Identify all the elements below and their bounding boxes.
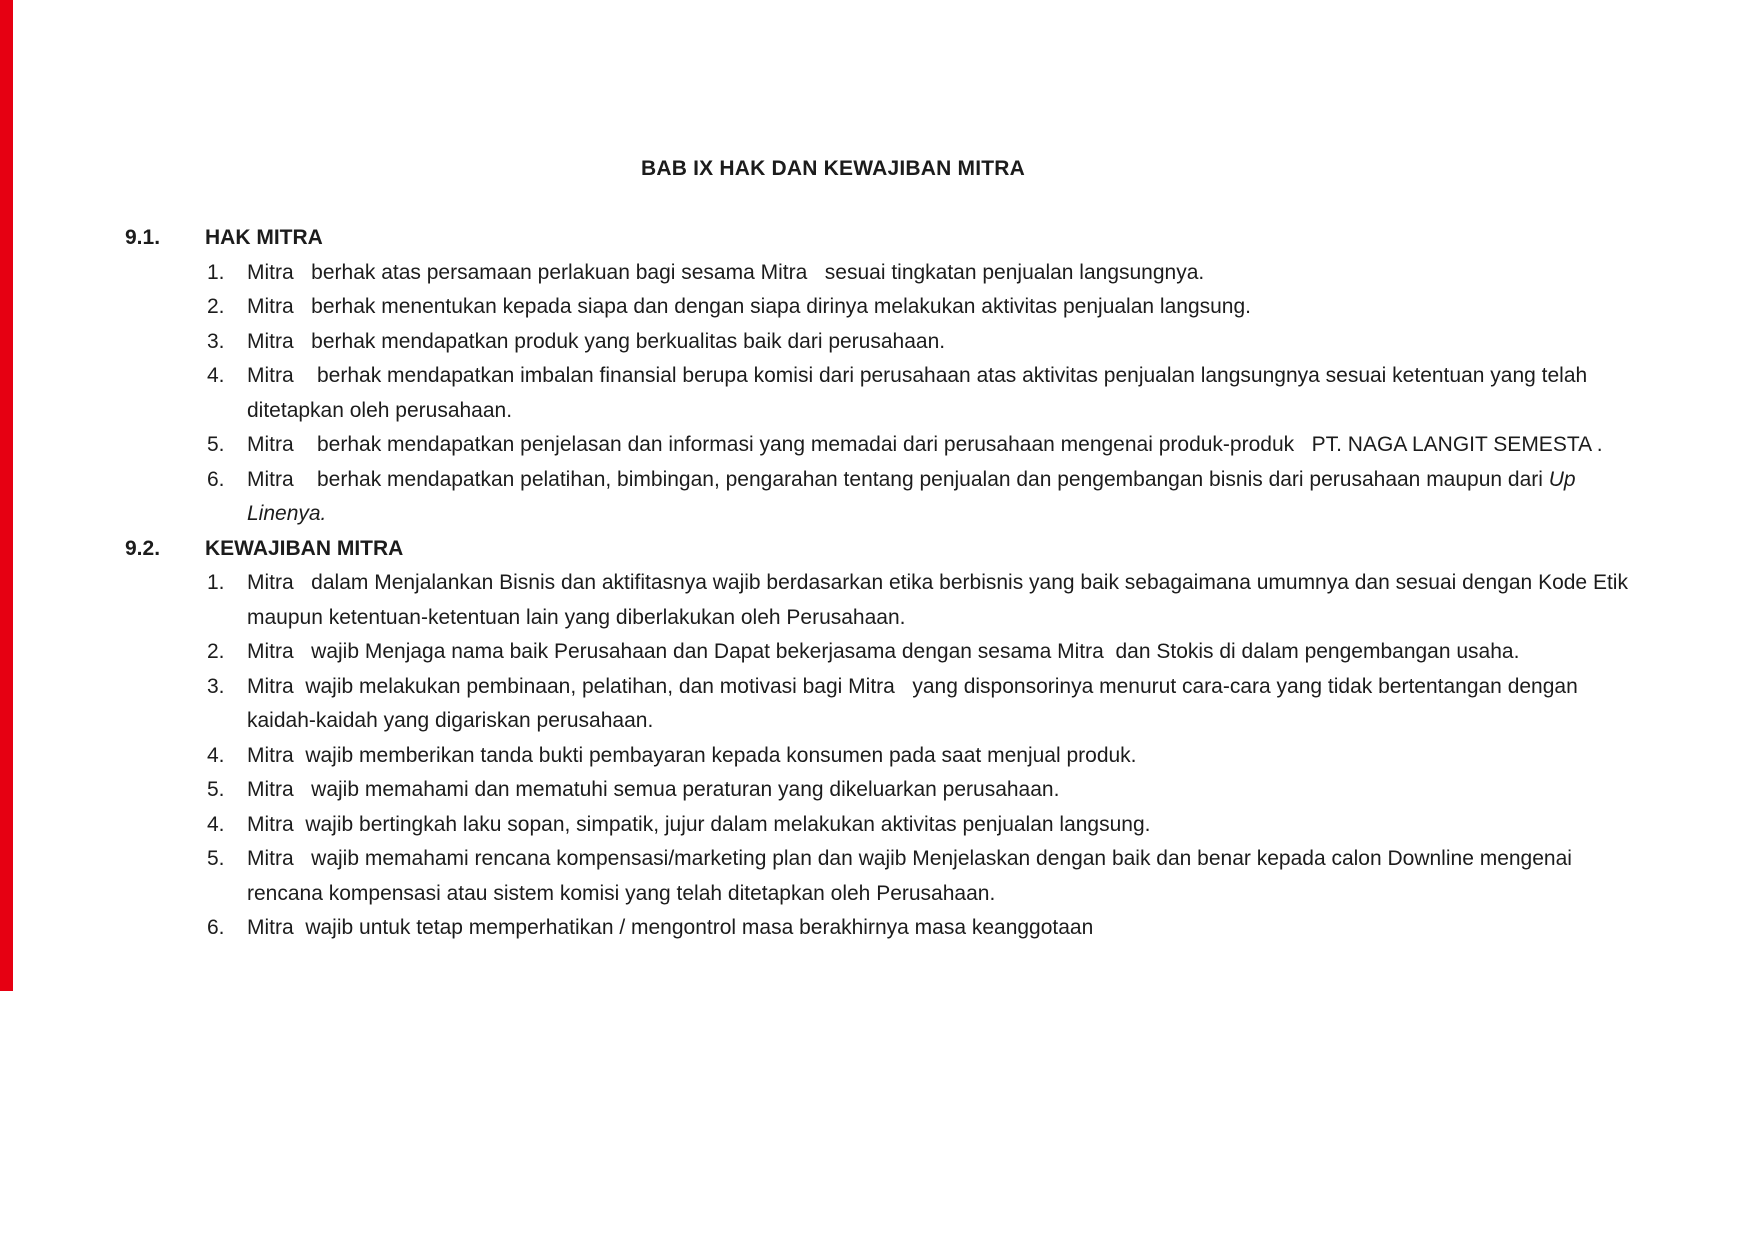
item-number: 2. (207, 295, 225, 318)
item-text: Mitra wajib melakukan pembinaan, pelatihan, dan motivasi bagi Mitra yang disponsorinya menurut cara-cara yang tidak bertentangan dengan kaidah-kaidah yang digariskan perusahaan. (247, 674, 1584, 732)
page-edge-bar (0, 0, 13, 991)
item-number: 4. (207, 364, 225, 387)
list-item (207, 911, 1645, 946)
list-item (207, 842, 1645, 911)
item-number: 3. (207, 674, 225, 698)
item-number: 5. (207, 847, 225, 870)
document-title: BAB IX HAK DAN KEWAJIBAN MITRA (641, 157, 1025, 180)
section-item-list (207, 566, 1645, 946)
item-number: 1. (207, 571, 225, 594)
list-item (207, 566, 1645, 635)
list-item (207, 808, 1645, 843)
section-number: 9.1. (125, 226, 161, 249)
item-text: Mitra berhak mendapatkan imbalan finansial berupa komisi dari perusahaan atas aktivitas penjualan langsungnya sesuai ketentuan yang telah ditetapkan oleh perusahaan. (247, 364, 1594, 422)
list-item (207, 325, 1645, 360)
item-text: Mitra wajib bertingkah laku sopan, simpatik, jujur dalam melakukan aktivitas penjualan langsung. (247, 812, 1151, 836)
list-item (207, 739, 1645, 774)
list-item (207, 290, 1645, 325)
item-text: Mitra berhak menentukan kepada siapa dan dengan siapa dirinya melakukan aktivitas penjualan langsung. (247, 295, 1251, 318)
list-item (207, 463, 1645, 532)
item-text: Mitra wajib memahami rencana kompensasi/marketing plan dan wajib Menjelaskan dengan baik dan benar kepada calon Downline mengenai rencana kompensasi atau sistem komisi yang telah ditetapkan oleh Perusahaan. (247, 847, 1578, 905)
item-text: Mitra berhak mendapatkan produk yang berkualitas baik dari perusahaan. (247, 329, 946, 353)
list-item (207, 428, 1645, 463)
item-text: Mitra berhak atas persamaan perlakuan bagi sesama Mitra sesuai tingkatan penjualan langsungnya. (247, 260, 1205, 284)
item-text: Mitra wajib memberikan tanda bukti pembayaran kepada konsumen pada saat menjual produk. (247, 743, 1137, 767)
item-text-plain: Mitra berhak mendapatkan pelatihan, bimbingan, pengarahan tentang penjualan dan pengembangan bisnis dari perusahaan maupun dari (247, 467, 1549, 491)
item-text: Mitra berhak mendapatkan penjelasan dan informasi yang memadai dari perusahaan mengenai produk-produk PT. NAGA LANGIT SEMESTA . (247, 433, 1603, 456)
item-text: Mitra dalam Menjalankan Bisnis dan aktifitasnya wajib berdasarkan etika berbisnis yang baik sebagaimana umumnya dan sesuai dengan Kode Etik maupun ketentuan-ketentuan lain yang diberlakukan oleh Perusahaan. (247, 571, 1634, 629)
list-item (207, 773, 1645, 808)
section-heading: HAK MITRA (205, 226, 323, 249)
section-heading: KEWAJIBAN MITRA (205, 536, 404, 560)
item-number: 6. (207, 467, 225, 491)
item-number: 2. (207, 640, 225, 663)
item-text: Mitra wajib untuk tetap memperhatikan / mengontrol masa berakhirnya masa keanggotaan (247, 916, 1094, 939)
item-text: Mitra wajib memahami dan mematuhi semua peraturan yang dikeluarkan perusahaan. (247, 778, 1060, 801)
item-number: 5. (207, 433, 225, 456)
item-text (247, 463, 1645, 532)
list-item (207, 670, 1645, 739)
section-heading-row (125, 532, 1645, 567)
section-item-list (207, 256, 1645, 532)
item-text: Mitra wajib Menjaga nama baik Perusahaan dan Dapat bekerjasama dengan sesama Mitra dan Stokis di dalam pengembangan usaha. (247, 640, 1520, 663)
list-item (207, 359, 1645, 428)
item-number: 4. (207, 812, 225, 836)
item-number: 3. (207, 329, 225, 353)
list-item (207, 635, 1645, 670)
item-number: 6. (207, 916, 225, 939)
section-heading-row (125, 221, 1645, 256)
list-item (207, 256, 1645, 291)
item-number: 1. (207, 260, 225, 284)
item-number: 4. (207, 743, 225, 767)
item-number: 5. (207, 778, 225, 801)
section-number: 9.2. (125, 536, 161, 560)
item-text-italic: Up Linenya. (247, 467, 1582, 525)
